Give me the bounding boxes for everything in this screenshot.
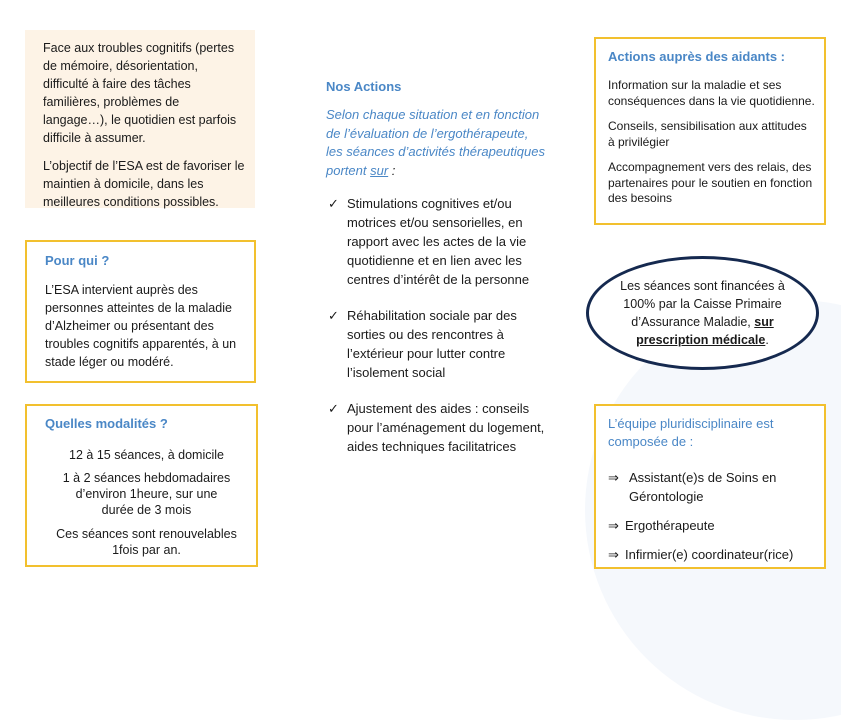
list-item-text: Réhabilitation sociale par des sorties ou des rencontres à l’extérieur pour lutter contre l’isolement social	[347, 308, 517, 380]
list-item	[326, 399, 548, 456]
aidants-text-3: Accompagnement vers des relais, des partenaires pour le soutien en fonction des besoins	[608, 160, 813, 205]
modalites-title: Quelles modalités ?	[45, 416, 168, 431]
actions-list	[326, 194, 548, 456]
aidants-title: Actions auprès des aidants :	[608, 49, 785, 64]
modalites-line-1: 12 à 15 séances, à domicile	[69, 448, 224, 462]
intro-text-2: L’objectif de l’ESA est de favoriser le maintien à domicile, dans les meilleures conditions possibles.	[43, 159, 245, 209]
modalites-box	[25, 404, 258, 567]
list-item	[326, 194, 548, 289]
check-icon: ✓	[328, 401, 339, 416]
equipe-member: Ergothérapeute	[625, 518, 715, 533]
actions-lead-text: Selon chaque situation et en fonction de l’évaluation de l’ergothérapeute, les séances d’activités thérapeutiques portent	[326, 107, 545, 178]
list-item	[608, 545, 816, 564]
aidants-box	[594, 37, 826, 225]
actions-lead-end: :	[388, 162, 396, 178]
equipe-member: Assistant(e)s de Soins en Gérontologie	[629, 470, 777, 504]
aidants-text-1: Information sur la maladie et ses conséquences dans la vie quotidienne.	[608, 78, 815, 108]
pour-qui-title: Pour qui ?	[45, 253, 110, 268]
check-icon: ✓	[328, 196, 339, 211]
modalites-line-2: 1 à 2 séances hebdomadaires d’environ 1heure, sur une durée de 3 mois	[62, 471, 231, 517]
actions-section	[326, 78, 548, 473]
pour-qui-text: L’ESA intervient auprès des personnes atteintes de la maladie d’Alzheimer ou présentant des troubles cognitifs apparentés, à un stade léger ou modéré.	[45, 283, 237, 369]
equipe-title: L’équipe pluridisciplinaire est composée de :	[608, 416, 774, 449]
intro-text-1: Face aux troubles cognitifs (pertes de mémoire, désorientation, difficulté à faire des tâches familières, problèmes de langage…), le quotidien est parfois difficile à assumer.	[43, 41, 237, 145]
list-item	[326, 306, 548, 382]
financement-end: .	[765, 333, 769, 347]
financement-oval	[586, 256, 819, 370]
actions-lead-underlined: sur	[370, 162, 389, 178]
intro-panel	[25, 30, 255, 208]
modalites-line-3: Ces séances sont renouvelables 1fois par an.	[56, 527, 237, 557]
aidants-text-2: Conseils, sensibilisation aux attitudes à privilégier	[608, 119, 807, 149]
list-item	[608, 468, 816, 506]
equipe-box	[594, 404, 826, 569]
financement-emphasis: sur prescription médicale	[636, 315, 774, 347]
pour-qui-box	[25, 240, 256, 383]
financement-text	[603, 277, 802, 349]
arrow-right-icon: ⇒	[608, 518, 619, 533]
arrow-right-icon: ⇒	[608, 547, 619, 562]
list-item-text: Stimulations cognitives et/ou motrices et/ou sensorielles, en rapport avec les actes de la vie quotidienne et en lien avec les centres d’intérêt de la personne	[347, 196, 530, 287]
equipe-member: Infirmier(e) coordinateur(rice)	[625, 547, 794, 562]
arrow-right-icon: ⇒	[608, 470, 619, 485]
list-item-text: Ajustement des aides : conseils pour l’aménagement du logement, aides techniques facilitatrices	[347, 401, 545, 454]
actions-lead	[326, 106, 548, 180]
actions-title: Nos Actions	[326, 79, 402, 94]
financement-main: Les séances sont financées à 100% par la Caisse Primaire d’Assurance Maladie,	[620, 279, 785, 329]
check-icon: ✓	[328, 308, 339, 323]
list-item	[608, 516, 816, 535]
